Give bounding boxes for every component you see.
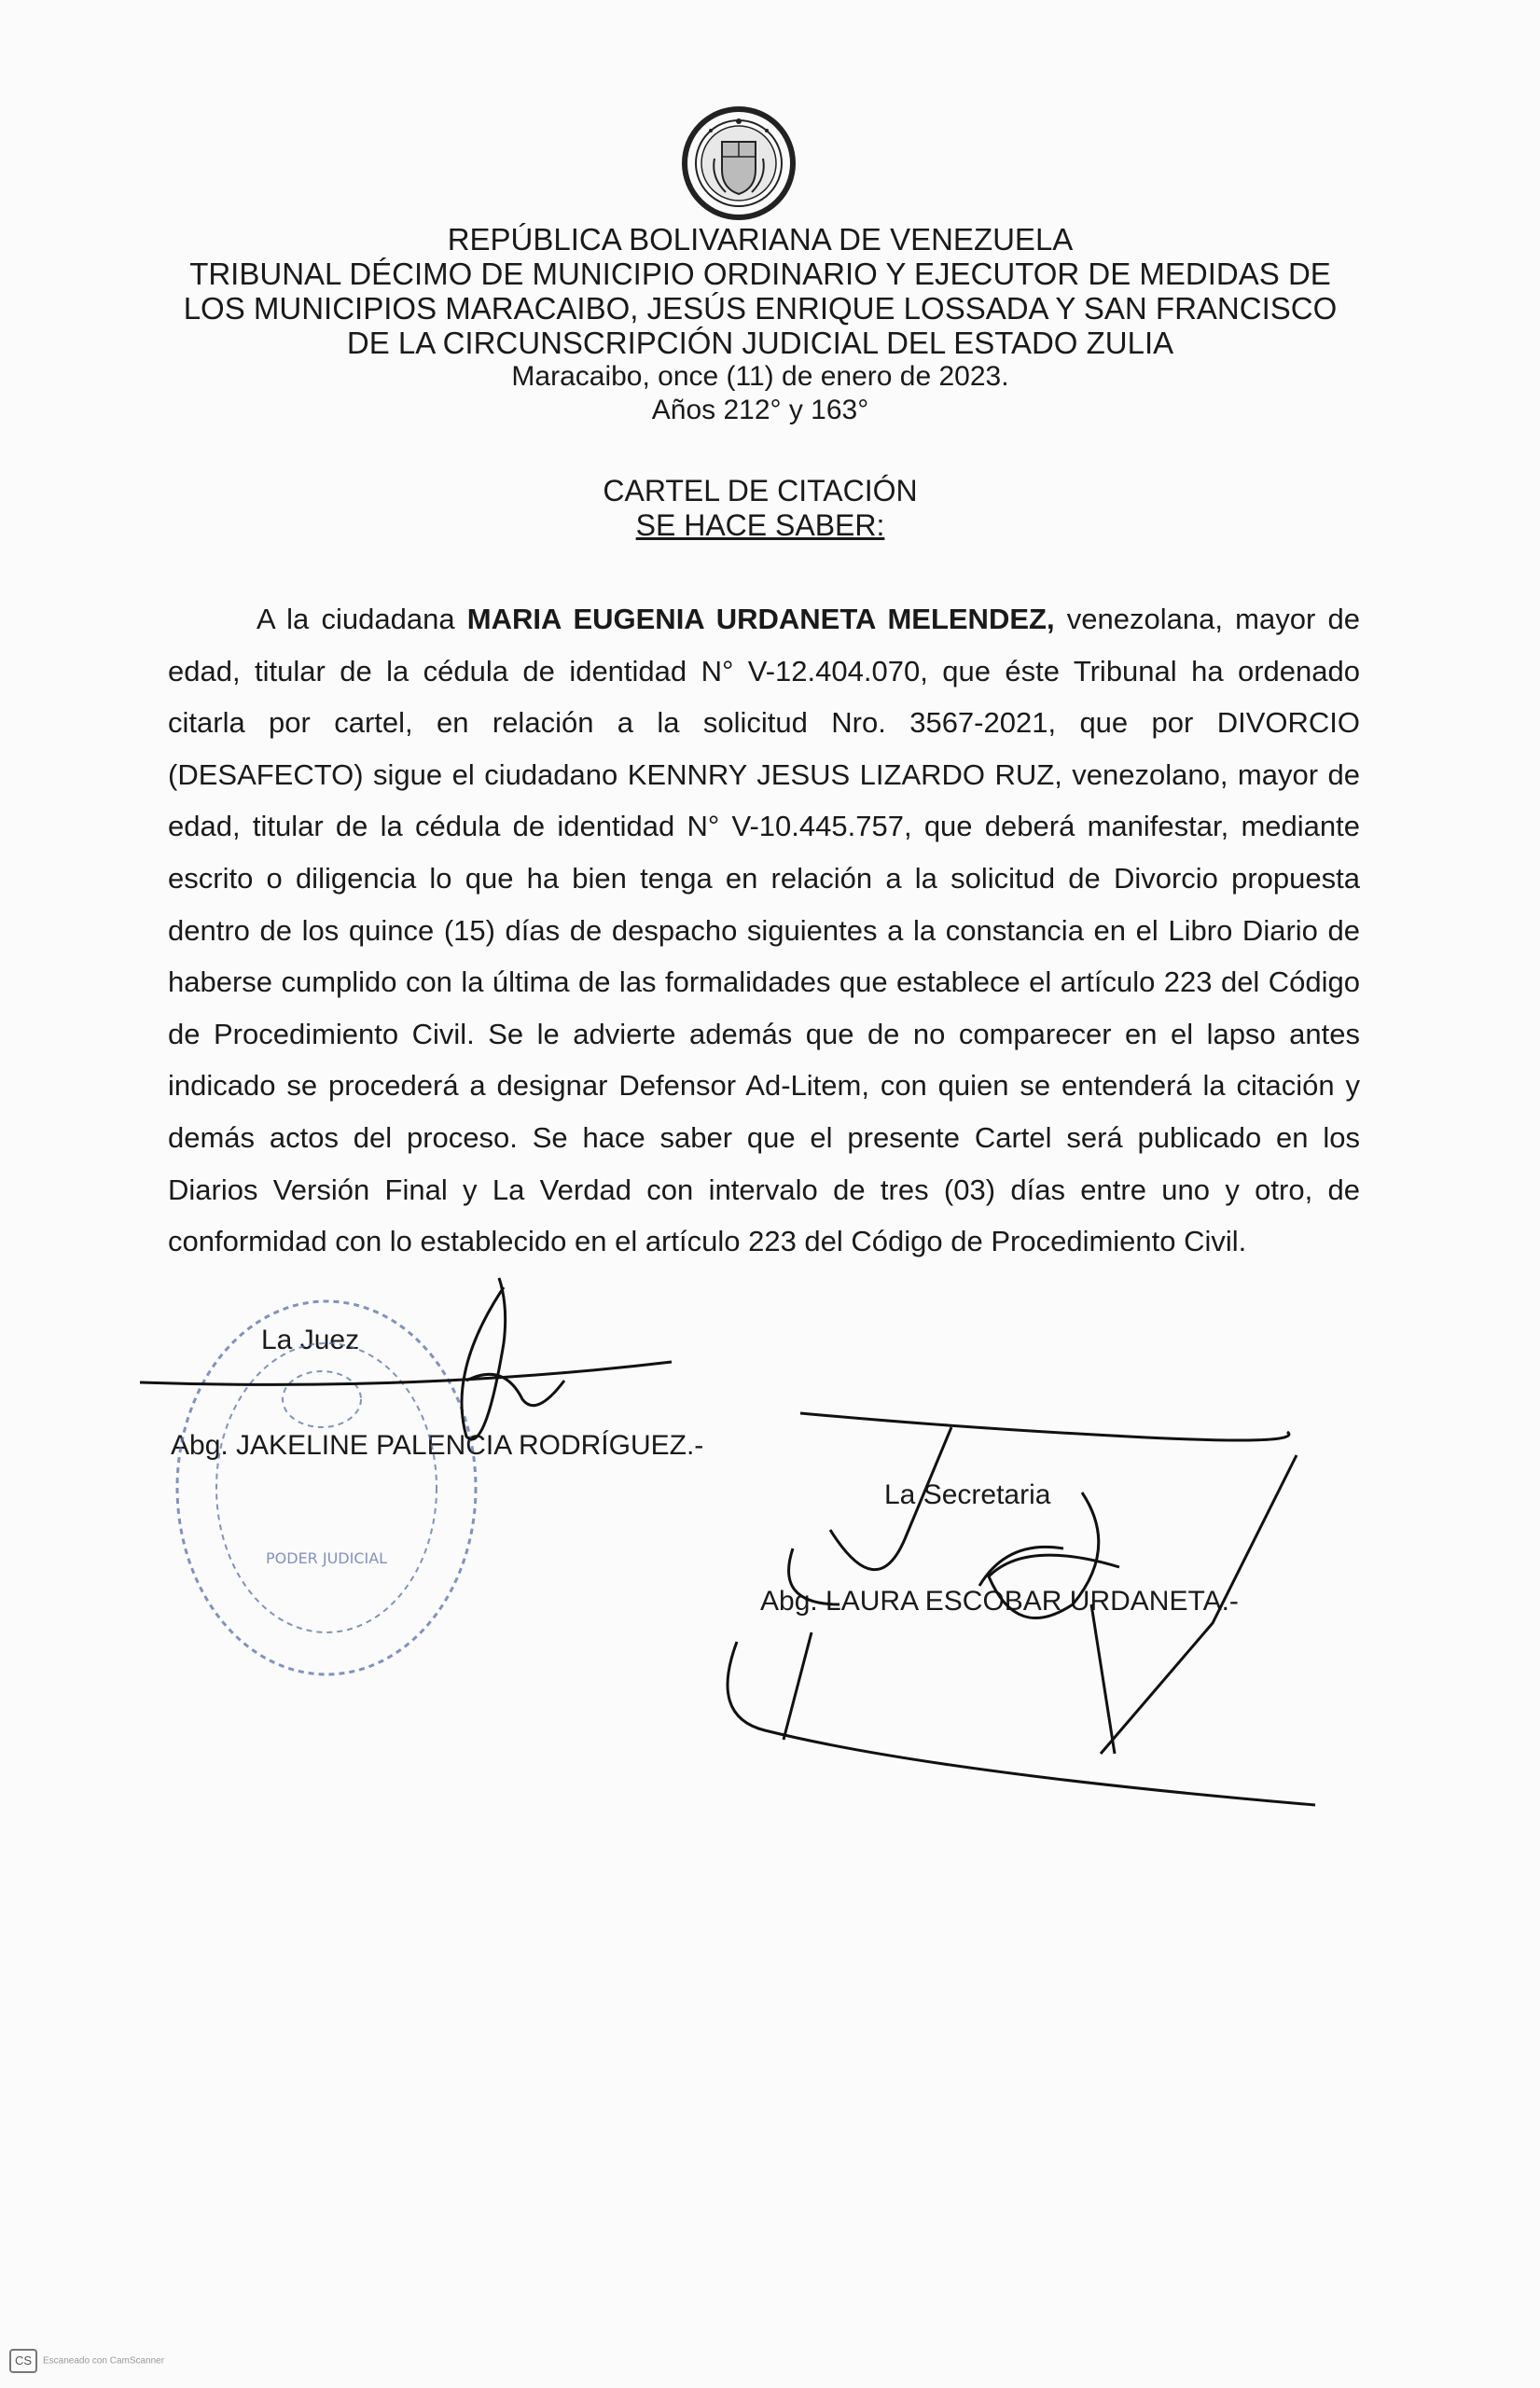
- title-main: CARTEL DE CITACIÓN: [603, 474, 918, 507]
- judge-signature: [140, 1278, 672, 1439]
- header-date: Maracaibo, once (11) de enero de 2023.: [511, 361, 1009, 392]
- header-court-line-2: LOS MUNICIPIOS MARACAIBO, JESÚS ENRIQUE LOSSADA Y SAN FRANCISCO: [183, 291, 1338, 326]
- judge-name: Abg. JAKELINE PALENCIA RODRÍGUEZ.-: [171, 1430, 704, 1461]
- court-header: [140, 222, 1380, 427]
- header-court-line-1: TRIBUNAL DÉCIMO DE MUNICIPIO ORDINARIO Y EJECUTOR DE MEDIDAS DE: [189, 257, 1331, 291]
- body-intro: A la ciudadana: [257, 603, 467, 635]
- camscanner-icon: CS: [9, 2349, 37, 2373]
- secretary-title: La Secretaria: [884, 1479, 1051, 1510]
- secretary-name: Abg. LAURA ESCOBAR URDANETA.-: [760, 1586, 1239, 1617]
- header-years: Años 212° y 163°: [651, 395, 869, 425]
- judge-title: La Juez: [261, 1325, 360, 1355]
- header-court-line-3: DE LA CIRCUNSCRIPCIÓN JUDICIAL DEL ESTADO ZULIA: [346, 326, 1174, 360]
- document-title: [140, 474, 1380, 543]
- header-republic: REPÚBLICA BOLIVARIANA DE VENEZUELA: [447, 222, 1074, 257]
- title-sub: SE HACE SABER:: [635, 508, 885, 542]
- court-stamp: [177, 1301, 476, 1674]
- body-paragraph: venezolana, mayor de edad, titular de la cédula de identidad N° V-12.404.070, que éste Tribunal ha ordenado citarla por cartel, en relación a la solicitud Nro. 3567-2021, que por DIVORCIO (DESAFECTO) sigue el ciudadano KENNRY JESUS LIZARDO RUZ, venezolano, mayor de edad, titular de la cédula de identidad N° V-10.445.757, que deberá manifestar, mediante escrito o diligencia lo que ha bien tenga en relación a la solicitud de Divorcio propuesta dentro de los quince (15) días de despacho siguientes a la constancia en el Libro Diario de haberse cumplido con la última de las formalidades que establece el artículo 223 del Código de Procedimiento Civil. Se le advierte además que de no comparecer en el lapso antes indicado se procederá a designar Defensor Ad-Litem, con quien se entenderá la citación y demás actos del proceso. Se hace saber que el presente Cartel será publicado en los Diarios Versión Final y La Verdad con intervalo de tres (03) días entre uno y otro, de conformidad con lo establecido en el artículo 223 del Código de Procedimiento Civil.: [168, 603, 1360, 1258]
- scanner-watermark: [9, 2349, 164, 2373]
- coat-of-arms-seal: [673, 103, 804, 224]
- scanner-text: Escaneado con CamScanner: [43, 2355, 165, 2367]
- cited-person-name: MARIA EUGENIA URDANETA MELENDEZ,: [466, 603, 1055, 635]
- citation-body: [168, 593, 1360, 1268]
- stamp-center-text: PODER JUDICIAL: [266, 1549, 388, 1567]
